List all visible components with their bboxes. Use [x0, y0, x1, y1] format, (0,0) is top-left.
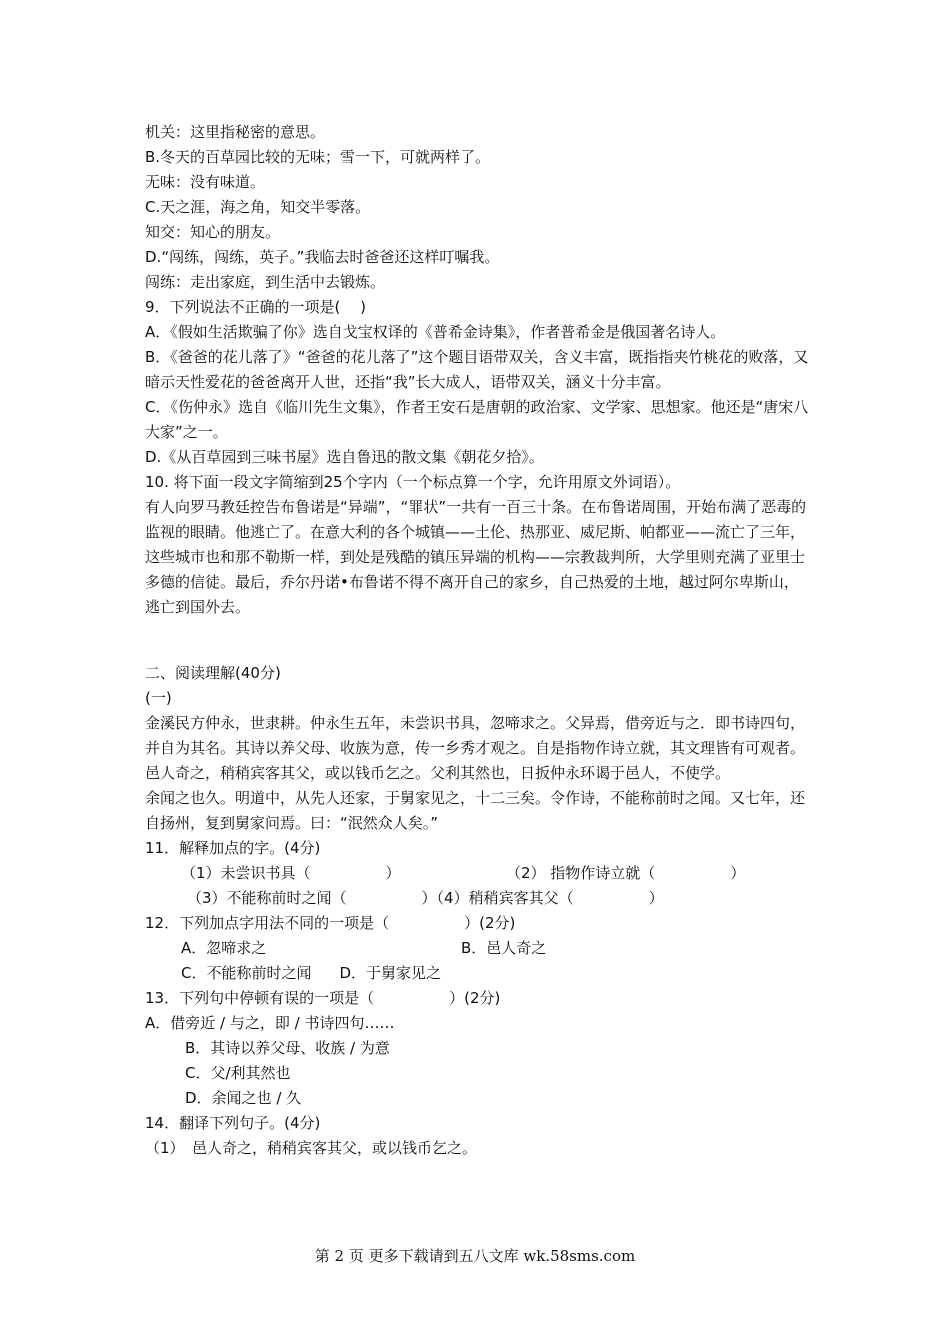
- question-14-item-1: （1） 邑人奇之，稍稍宾客其父，或以钱币乞之。: [145, 1139, 478, 1157]
- question-12-row-1: [145, 936, 810, 961]
- question-9-option-a: A．《假如生活欺骗了你》选自戈宝权译的《普希金诗集》，作者普希金是俄国著名诗人。: [145, 323, 726, 341]
- question-12-row-2: [145, 961, 810, 986]
- text-line: 闯练：走出家庭，到生活中去锻炼。: [145, 273, 386, 291]
- text-line: C.天之涯，海之角，知交半零落。: [145, 198, 371, 216]
- question-11: 11．解释加点的字。(4分): [145, 839, 321, 857]
- passage-paragraph-2: 余闻之也久。明道中，从先人还家，于舅家见之，十二三矣。令作诗，不能称前时之闻。又七年，还自扬州，复到舅家问焉。曰：“泯然众人矣。”: [145, 789, 806, 832]
- section-heading: 二、阅读理解(40分): [145, 664, 281, 682]
- passage-paragraph-1: 金溪民方仲永，世隶耕。仲永生五年，未尝识书具，忽啼求之。父异焉，借旁近与之．即书诗四句，并自为其名。其诗以养父母、收族为意，传一乡秀才观之。自是指物作诗立就，其文理皆有可观者。邑人奇之，稍稍宾客其父，或以钱币乞之。父利其然也，日扳仲永环谒于邑人，不使学。: [145, 714, 806, 782]
- question-13-option-d: D．余闻之也 / 久: [185, 1089, 302, 1107]
- subsection-heading: (一): [145, 689, 172, 707]
- question-11-item-2: （2） 指物作诗立就（ ）: [506, 864, 746, 882]
- page-footer: 第 2 页 更多下载请到五八文库 wk.58sms.com: [314, 1247, 636, 1265]
- question-11-row-1: [145, 861, 810, 886]
- question-12-option-d: D．于舅家见之: [339, 964, 442, 982]
- text-line: D.“闯练，闯练，英子。”我临去时爸爸还这样叮嘱我。: [145, 248, 500, 266]
- text-line: 知交：知心的朋友。: [145, 223, 281, 241]
- text-line: 机关：这里指秘密的意思。: [145, 123, 326, 141]
- spacer: [145, 620, 810, 661]
- question-12-option-a: A．忽啼求之: [181, 939, 267, 957]
- question-12-option-c: C．不能称前时之闻: [181, 964, 312, 982]
- question-9: 9．下列说法不正确的一项是( ): [145, 298, 367, 316]
- text-line: B.冬天的百草园比较的无味；雪一下，可就两样了。: [145, 148, 491, 166]
- question-13-option-b: B．其诗以养父母、收族 / 为意: [185, 1039, 390, 1057]
- question-11-row-2: [145, 886, 810, 911]
- question-10: 10. 将下面一段文字简缩到25个字内（一个标点算一个字，允许用原文外词语）。: [145, 473, 681, 491]
- text-line: 无味：没有味道。: [145, 173, 266, 191]
- question-14: 14．翻译下列句子。(4分): [145, 1114, 321, 1132]
- question-13-option-a: A．借旁近 / 与之，即 / 书诗四句……: [145, 1014, 395, 1032]
- question-12-option-b: B．邑人奇之: [461, 939, 547, 957]
- question-12: 12．下列加点字用法不同的一项是（ ）(2分): [145, 914, 516, 932]
- question-13-option-c: C．父/利其然也: [185, 1064, 291, 1082]
- question-9-option-d: D.《从百草园到三味书屋》选自鲁迅的散文集《朝花夕拾》。: [145, 448, 544, 466]
- question-11-item-1: （1）未尝识书具（ ）: [181, 864, 401, 882]
- question-11-item-3: （3）不能称前时之闻（ ）: [187, 889, 437, 907]
- question-9-option-c: C．《伤仲永》选自《临川先生文集》，作者王安石是唐朝的政治家、文学家、思想家。他还是“唐宋八大家”之一。: [145, 398, 809, 441]
- page-content: [145, 120, 810, 1161]
- question-11-item-4: （4）稍稍宾客其父（ ）: [436, 889, 664, 907]
- question-13: 13．下列句中停顿有误的一项是（ ）(2分): [145, 989, 501, 1007]
- question-9-option-b: B．《爸爸的花儿落了》“爸爸的花儿落了”这个题目语带双关，含义丰富，既指指夹竹桃花的败落，又暗示天性爱花的爸爸离开人世，还指“我”长大成人，语带双关，涵义十分丰富。: [145, 348, 809, 391]
- question-10-passage: 有人向罗马教廷控告布鲁诺是“异端”，“罪状”一共有一百三十条。在布鲁诺周围，开始布满了恶毒的监视的眼睛。他逃亡了。在意大利的各个城镇——土伦、热那亚、威尼斯、帕都亚——流亡了三年，这些城市也和那不勒斯一样，到处是残酷的镇压异端的机构——宗教裁判所，大学里则充满了亚里士多德的信徒。最后，乔尔丹诺•布鲁诺不得不离开自己的家乡，自己热爱的土地，越过阿尔卑斯山，逃亡到国外去。: [145, 498, 807, 616]
